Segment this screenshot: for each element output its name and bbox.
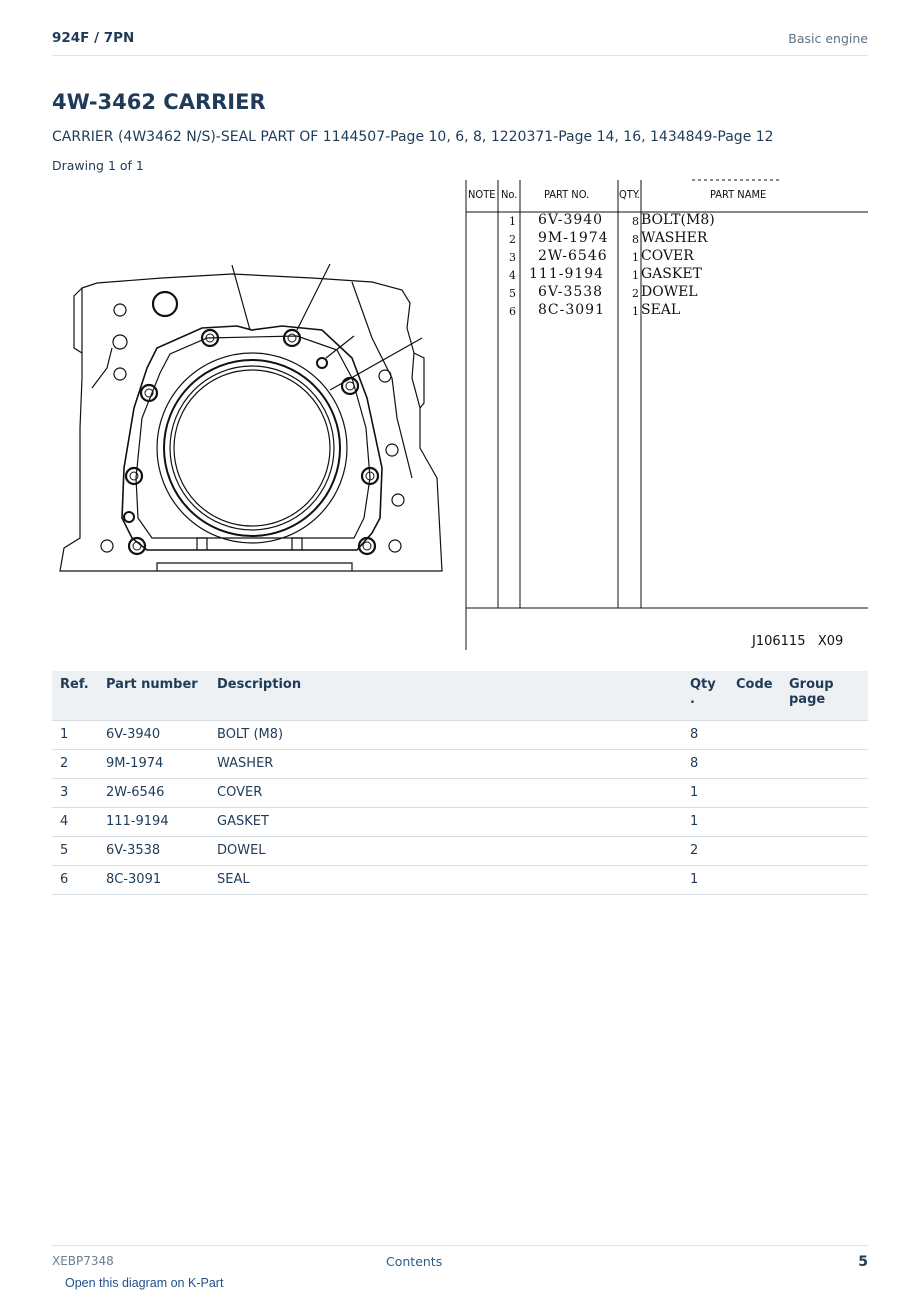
figure-row-name: COVER (641, 248, 694, 264)
table-row (52, 720, 868, 749)
cell-code (728, 749, 781, 778)
contents-link[interactable]: Contents (386, 1254, 443, 1269)
cell-group-page (781, 836, 868, 865)
figure-row-no: 5 (509, 287, 516, 300)
figure-row-no: 4 (509, 269, 516, 282)
cell-code (728, 720, 781, 749)
col-group-page (781, 671, 868, 720)
cell-description: COVER (209, 778, 682, 807)
figure-row-part-no: 9M-1974 (538, 230, 609, 246)
table-row (52, 749, 868, 778)
cell-qty: 1 (682, 778, 728, 807)
figure-row-qty: 1 (632, 251, 639, 264)
table-row (52, 865, 868, 894)
parts-table (52, 671, 868, 895)
model-label: 924F / 7PN (52, 30, 135, 46)
col-code: Code (728, 671, 781, 720)
cell-ref: 6 (52, 865, 98, 894)
cell-description: WASHER (209, 749, 682, 778)
cell-ref: 1 (52, 720, 98, 749)
cell-ref: 4 (52, 807, 98, 836)
figure-row-no: 1 (509, 215, 516, 228)
cell-part-number: 6V-3940 (98, 720, 209, 749)
cell-code (728, 836, 781, 865)
page-subtitle: CARRIER (4W3462 N/S)-SEAL PART OF 1144507-Page 10, 6, 8, 1220371-Page 14, 16, 1434849-Page 12 (52, 129, 774, 145)
figure-header-note: NOTE (468, 188, 496, 201)
figure-row-name: DOWEL (641, 284, 698, 300)
figure-row-qty: 1 (632, 305, 639, 318)
engine-carrier-drawing (52, 178, 868, 653)
figure-row-name: SEAL (641, 302, 681, 318)
cell-part-number: 9M-1974 (98, 749, 209, 778)
col-group-label-2: page (789, 692, 826, 707)
cell-ref: 2 (52, 749, 98, 778)
figure-row-no: 6 (509, 305, 516, 318)
cell-part-number: 6V-3538 (98, 836, 209, 865)
cell-code (728, 778, 781, 807)
figure-row-qty: 8 (632, 215, 639, 228)
cell-description: BOLT (M8) (209, 720, 682, 749)
parts-diagram (52, 178, 868, 653)
cell-part-number: 111-9194 (98, 807, 209, 836)
page-number: 5 (858, 1254, 868, 1270)
col-ref: Ref. (52, 671, 98, 720)
table-row (52, 836, 868, 865)
figure-row-qty: 8 (632, 233, 639, 246)
col-qty-label: Qty (690, 677, 716, 692)
figure-row-name: GASKET (641, 266, 702, 282)
figure-header-part-name: PART NAME (710, 188, 767, 201)
figure-row-name: WASHER (641, 230, 708, 246)
table-row (52, 778, 868, 807)
figure-row-part-no: 8C-3091 (538, 302, 605, 318)
cell-part-number: 8C-3091 (98, 865, 209, 894)
col-qty-label-2: . (690, 692, 695, 707)
cell-qty: 8 (682, 720, 728, 749)
figure-row-part-no: 6V-3940 (538, 212, 604, 228)
section-label: Basic engine (788, 31, 868, 46)
parts-table-header (52, 671, 868, 720)
cell-code (728, 865, 781, 894)
cell-qty: 1 (682, 865, 728, 894)
cell-group-page (781, 720, 868, 749)
figure-row-no: 3 (509, 251, 516, 264)
cell-qty: 1 (682, 807, 728, 836)
page-footer (52, 1245, 868, 1275)
figure-header-no: No. (501, 188, 518, 201)
document-id: XEBP7348 (52, 1254, 114, 1268)
table-row (52, 807, 868, 836)
open-diagram-link[interactable]: Open this diagram on K-Part (65, 1276, 224, 1290)
cell-ref: 5 (52, 836, 98, 865)
figure-header-qty: QTY. (619, 188, 640, 201)
col-group-label: Group (789, 677, 834, 692)
cell-code (728, 807, 781, 836)
col-description: Description (209, 671, 682, 720)
figure-row-part-no: 111-9194 (529, 266, 605, 282)
col-qty (682, 671, 728, 720)
cell-group-page (781, 749, 868, 778)
cell-description: GASKET (209, 807, 682, 836)
cell-ref: 3 (52, 778, 98, 807)
figure-row-part-no: 2W-6546 (538, 248, 608, 264)
figure-row-no: 2 (509, 233, 516, 246)
drawing-label: Drawing 1 of 1 (52, 158, 144, 173)
cell-group-page (781, 778, 868, 807)
cell-qty: 2 (682, 836, 728, 865)
cell-description: DOWEL (209, 836, 682, 865)
figure-row-qty: 2 (632, 287, 639, 300)
cell-qty: 8 (682, 749, 728, 778)
page-header (52, 28, 868, 56)
figure-header-part-no: PART NO. (544, 188, 590, 201)
cell-part-number: 2W-6546 (98, 778, 209, 807)
figure-row-name: BOLT(M8) (641, 212, 715, 228)
cell-group-page (781, 865, 868, 894)
drawing-code: J106115 X09 (752, 634, 844, 649)
cell-group-page (781, 807, 868, 836)
col-part-number: Part number (98, 671, 209, 720)
figure-row-part-no: 6V-3538 (538, 284, 604, 300)
figure-row-qty: 1 (632, 269, 639, 282)
page-title: 4W-3462 CARRIER (52, 90, 266, 114)
cell-description: SEAL (209, 865, 682, 894)
